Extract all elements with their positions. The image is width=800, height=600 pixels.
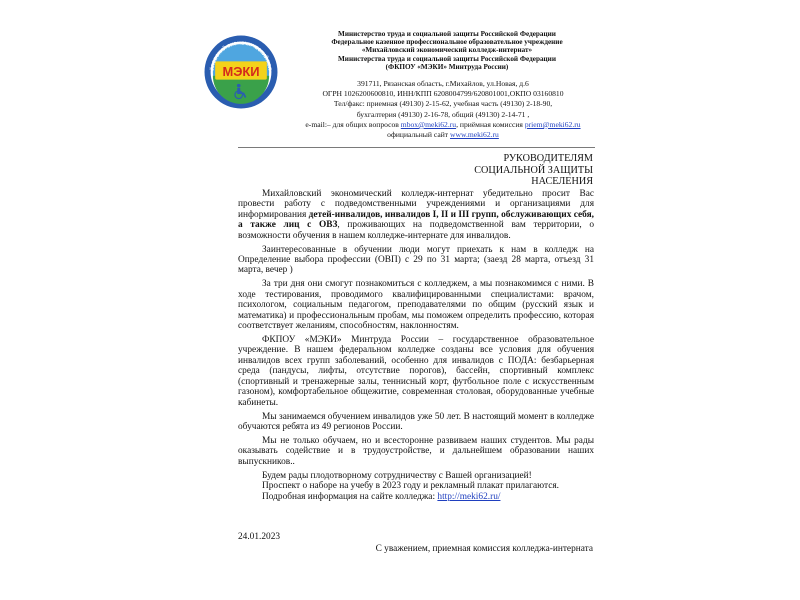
paragraph-9-text: Подробная информация на сайте колледжа:	[262, 491, 438, 502]
header-line: Министерство труда и социальной защиты Российской Федерации	[338, 30, 556, 38]
email-mid: , приёмная комиссия	[456, 119, 523, 129]
paragraph-5: Мы занимаемся обучением инвалидов уже 50 лет. В настоящий момент в колледже обучаются ребята из 49 регионов России.	[238, 411, 594, 432]
paragraph-1	[238, 189, 594, 241]
college-site-link[interactable]: http://meki62.ru/	[437, 491, 501, 502]
header-phone-1: Тел/факс: приемная (49130) 2-15-62, учебная часть (49130) 2-18-90,	[333, 99, 553, 109]
header-organization	[262, 30, 632, 71]
paragraph-4: ФКПОУ «МЭКИ» Минтруда России – государственное образовательное учреждение. В нашем федеральном колледже созданы все условия для обучения инвалидов всех групп заболеваний, особенно для инвалидов с ПОДА: безбарьерная среда (пандусы, лифты, отсутствие порогов), бассейн, спортивный комплекс (спортивный и тренажерные залы, теннисный корт, футбольное поле с искусственным газоном), комфортабельное общежитие, современная столовая, оборудованные учебные кабинеты.	[238, 335, 594, 408]
email-general-link[interactable]: mbox@meki62.ru	[400, 119, 457, 129]
paragraph-9	[238, 492, 594, 502]
paragraph-1-text: Михайловский экономический колледж-интернат убедительно просит Вас провести работу с подведомственными учреждениями и организациями для информирования	[238, 189, 594, 220]
header-phone-2: бухгалтерия (49130) 2-16-78, общий (49130) 2-14-71 ,	[356, 109, 530, 119]
header-site	[258, 130, 628, 140]
header-line: «Михайловский экономический колледж-интернат»	[361, 46, 533, 55]
addressee-line: НАСЕЛЕНИЯ	[531, 176, 593, 187]
header-divider	[238, 147, 595, 148]
email-prefix: e-mail:– для общих вопросов	[305, 119, 399, 129]
addressee-line: СОЦИАЛЬНОЙ ЗАЩИТЫ	[474, 164, 593, 176]
logo-arc-text: ЙЛОВСКИЙ ЭКОНОМИЧЕСКИЙ КОЛ	[209, 40, 273, 71]
letter-date: 24.01.2023	[238, 532, 281, 542]
header-line: (ФКПОУ «МЭКИ» Минтруда России)	[385, 62, 509, 71]
paragraph-1-bold: детей-инвалидов, инвалидов I, II и III групп, обслуживающих себя, а также лиц с ОВЗ	[238, 209, 594, 231]
site-prefix: официальный сайт	[387, 130, 449, 140]
paragraph-3: За три дня они смогут познакомиться с колледжем, а мы познакомимся с ними. В ходе тестирования, проводимого квалифицированными специалистами: врачом, психологом, социальным педагогом, преподавателями по общим (русский язык и математика) и профессиональным пробам, мы поможем определить профессию, которая соответствует желаниям, способностям, наклонностям.	[238, 279, 594, 332]
paragraph-7: Будем рады плодотворному сотрудничеству с Вашей организацией!	[262, 470, 532, 481]
paragraph-2: Заинтересованные в обучении люди могут приехать к нам в колледж на Определение выбора профессии (ОВП) с 29 по 31 марта; (заезд 28 марта, отъезд 31 марта, вечер )	[238, 244, 594, 276]
site-link[interactable]: www.meki62.ru	[450, 130, 499, 140]
paragraph-8: Проспект о наборе на учебу в 2023 году и рекламный плакат прилагаются.	[262, 481, 559, 492]
header-line: Федеральное казенное профессиональное образовательное учреждение	[331, 38, 563, 47]
header-email	[258, 120, 628, 130]
letter-body	[238, 189, 594, 502]
header-address: 391711, Рязанская область, г.Михайлов, ул.Новая, д.6	[357, 79, 529, 88]
paragraph-6: Мы не только обучаем, но и всесторонне развиваем наших студентов. Мы рады оказывать содействие и в трудоустройстве, и дальнейшем образовании наших выпускников..	[238, 435, 594, 467]
addressee-line: РУКОВОДИТЕЛЯМ	[503, 153, 593, 164]
logo-name-text: МЭКИ	[222, 63, 260, 79]
paragraph-1-tail: , проживающих на подведомственной вам территории, о возможности обучения в нашем колледже-интернате для инвалидов.	[238, 220, 594, 241]
header-contacts	[258, 79, 628, 140]
email-admission-link[interactable]: priem@meki62.ru	[524, 119, 581, 129]
letter-signature: С уважением, приемная комиссия колледжа-интерната	[375, 544, 593, 554]
header-line: Министерства труда и социальной защиты Российской Федерации	[338, 54, 556, 63]
addressee-block	[393, 153, 593, 188]
header-ogrn: ОГРН 1026200600810, ИНН/КПП 6208004799/620801001,ОКПО 03160810	[322, 89, 564, 99]
